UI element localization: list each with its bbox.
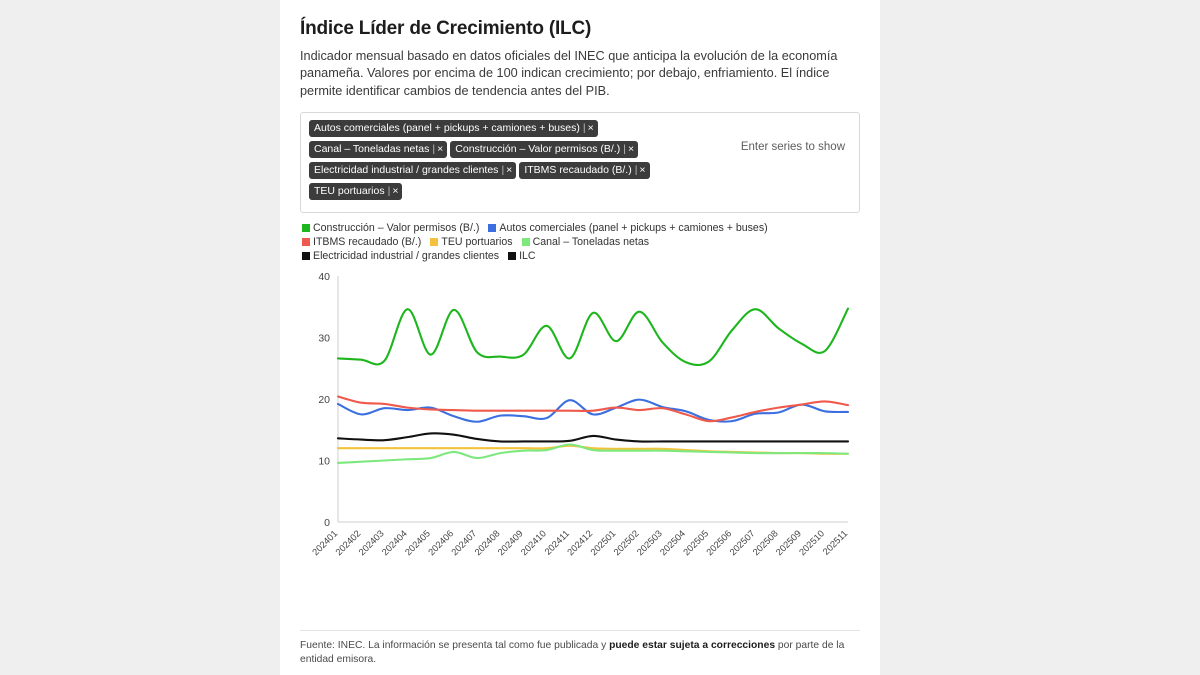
chart-series-line (338, 309, 848, 365)
legend-item[interactable] (302, 222, 479, 236)
legend-item[interactable] (508, 250, 536, 264)
source-footnote (300, 630, 860, 667)
series-chip[interactable] (309, 162, 516, 179)
x-axis-tick-label: 202507 (727, 528, 757, 558)
x-axis-tick-label: 202408 (472, 528, 502, 558)
legend-label: ILC (519, 250, 536, 263)
y-axis-tick-label: 20 (318, 394, 330, 407)
legend-swatch-icon (302, 224, 310, 232)
x-axis-tick-label: 202411 (542, 528, 572, 558)
ilc-card (280, 0, 880, 675)
legend-swatch-icon (302, 238, 310, 246)
chip-separator: | (501, 164, 505, 177)
x-axis-tick-label: 202402 (333, 528, 363, 558)
series-input-placeholder[interactable]: Enter series to show (740, 141, 845, 154)
legend-label: Construcción – Valor permisos (B/.) (313, 222, 480, 235)
legend-swatch-icon (302, 252, 310, 260)
x-axis-tick-label: 202511 (820, 528, 850, 558)
x-axis-tick-label: 202510 (797, 528, 827, 558)
series-chip-list (309, 120, 709, 204)
x-axis-tick-label: 202409 (495, 528, 525, 558)
chip-separator: | (432, 143, 436, 156)
legend-item[interactable] (430, 236, 512, 250)
legend-label: ITBMS recaudado (B/.) (313, 236, 422, 249)
legend-label: TEU portuarios (441, 236, 513, 249)
chip-separator: | (634, 164, 638, 177)
y-axis-tick-label: 30 (318, 332, 330, 345)
legend-item[interactable] (302, 250, 499, 264)
legend-item[interactable] (522, 236, 649, 250)
series-chip[interactable] (309, 141, 447, 158)
series-chip-label: Electricidad industrial / grandes clientes (314, 164, 499, 177)
legend-label: Electricidad industrial / grandes clientes (313, 250, 500, 263)
series-chip[interactable] (309, 183, 402, 200)
chip-separator: | (582, 122, 586, 135)
x-axis-tick-label: 202403 (356, 528, 386, 558)
chip-remove-icon[interactable]: × (437, 143, 444, 156)
series-chip[interactable] (519, 162, 649, 179)
x-axis-tick-label: 202503 (634, 528, 664, 558)
chart-series-line (338, 397, 848, 422)
series-chip[interactable] (309, 120, 598, 137)
legend-label: Canal – Toneladas netas (532, 236, 650, 249)
x-axis-tick-label: 202508 (750, 528, 780, 558)
legend-item[interactable] (488, 222, 767, 236)
legend-item[interactable] (302, 236, 421, 250)
x-axis-tick-label: 202410 (519, 528, 549, 558)
series-chip-label: Canal – Toneladas netas (314, 143, 430, 156)
page-title: Índice Líder de Crecimiento (ILC) (300, 18, 592, 39)
x-axis-tick-label: 202404 (379, 528, 409, 558)
x-axis-tick-label: 202406 (426, 528, 456, 558)
chart-series-line (338, 434, 848, 442)
legend-swatch-icon (522, 238, 530, 246)
chip-separator: | (387, 185, 391, 198)
series-chip[interactable] (450, 141, 638, 158)
series-chip-label: Construcción – Valor permisos (B/.) (455, 143, 621, 156)
x-axis-tick-label: 202504 (658, 528, 688, 558)
card-description: Indicador mensual basado en datos oficiales del INEC que anticipa la evolución de la economía panameña. Valores por encima de 100 indican crecimiento; por debajo, enfriamiento. El índice permite identificar cambios de tendencia antes del PIB. (300, 49, 838, 98)
chip-remove-icon[interactable]: × (392, 185, 399, 198)
x-axis-tick-label: 202502 (611, 528, 641, 558)
line-chart-svg (300, 268, 860, 598)
x-axis-tick-label: 202509 (774, 528, 804, 558)
series-chip-label: ITBMS recaudado (B/.) (524, 164, 632, 177)
series-chip-label: TEU portuarios (314, 185, 385, 198)
y-axis-tick-label: 0 (324, 517, 330, 530)
footnote-bold: puede estar sujeta a correcciones (609, 640, 776, 651)
y-axis-tick-label: 40 (318, 271, 330, 284)
series-selector[interactable] (300, 112, 860, 213)
chart-legend (302, 222, 860, 264)
x-axis-tick-label: 202501 (588, 528, 618, 558)
legend-swatch-icon (488, 224, 496, 232)
chart-plot-area (300, 268, 860, 598)
x-axis-tick-label: 202506 (704, 528, 734, 558)
x-axis-tick-label: 202405 (403, 528, 433, 558)
chip-remove-icon[interactable]: × (587, 122, 594, 135)
chip-remove-icon[interactable]: × (627, 143, 635, 156)
footnote-suffix: por parte de la entidad emisora. (300, 640, 845, 665)
x-axis-tick-label: 202401 (310, 528, 340, 558)
y-axis-tick-label: 10 (318, 455, 330, 468)
legend-swatch-icon (508, 252, 516, 260)
chip-remove-icon[interactable]: × (639, 164, 646, 177)
legend-swatch-icon (430, 238, 438, 246)
chip-remove-icon[interactable]: × (506, 164, 513, 177)
chip-separator: | (623, 143, 626, 156)
legend-label: Autos comerciales (panel + pickups + camiones + buses) (499, 222, 768, 235)
x-axis-tick-label: 202407 (449, 528, 479, 558)
footnote-prefix: Fuente: INEC. La información se presenta tal como fue publicada y (300, 640, 610, 651)
x-axis-tick-label: 202505 (681, 528, 711, 558)
series-chip-label: Autos comerciales (panel + pickups + camiones + buses) (314, 122, 580, 135)
x-axis-tick-label: 202412 (565, 528, 595, 558)
